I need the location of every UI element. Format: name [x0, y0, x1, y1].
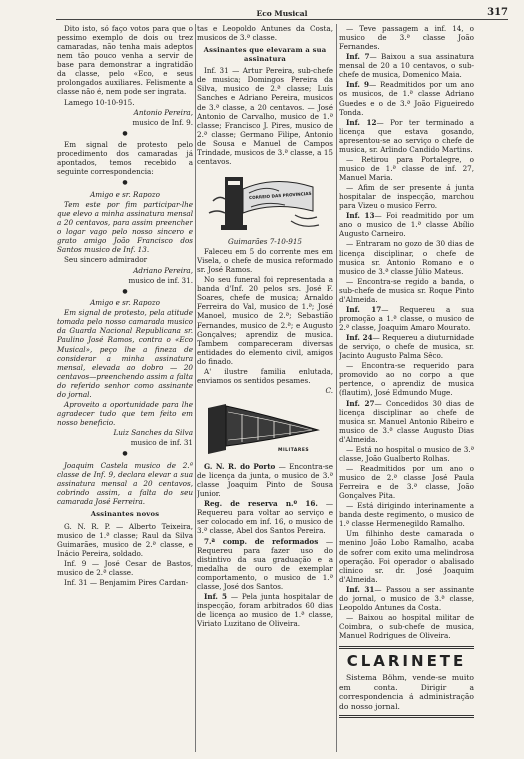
section-title: Assinantes novos — [90, 510, 160, 519]
news-paragraph: Faleceu em 5 do corrente mes em Visela, o chefe de musica reformado sr. José Ramos. — [197, 247, 333, 275]
entry-title: Inf. 24 — [346, 333, 373, 343]
advertisement-title: CLARINETE — [346, 652, 467, 671]
entry-title: Inf. 27 — [346, 398, 375, 408]
news-paragraph: No seu funeral foi representada a banda d'Inf. 20 pelos srs. José F. Soares, chefe de musica; Arnaldo Ferreira do Val, musico de 1.ª; José Manoel, musico de 2.ª; Sebastião Fernandes, musico de 2.ª; e Augusto Gonçalves; aprendiz de musica. Tambem compareceram diversas entidades do elemento civil, amigos do finado. — [197, 275, 333, 366]
illustration-label: CORREIO DAS PROVINCIAS — [248, 190, 312, 201]
entry-title: Inf. 13 — [346, 211, 375, 221]
entry-text: — Concedidos 30 dias de licença disciplinar ao chefe de musica sr. Manuel Antonio Ribeiro e musico de 3.ª classe Augusto Dias d'Almeida. — [339, 398, 474, 444]
subscriber-entry: Inf. 9 — José Cesar de Bastos, musico de 2.ª classe. — [57, 558, 193, 577]
news-paragraph: — Afim de ser presente á junta hospitalar de inspecção, marchou para Vizeu o musico Ferro. — [339, 183, 474, 211]
entry-title: Inf. 9 — [346, 80, 369, 90]
separator-dot: ● — [122, 450, 128, 458]
letter-role: musico de Inf. 9. — [132, 117, 193, 127]
entry-text: — Passou a ser assinante do jornal, o musico de 3.ª classe, Leopoldo Antunes da Costa. — [339, 584, 474, 612]
entry-text: — Por ter terminado a licença que estava gosando, apresentou-se ao serviço o chefe de musica, sr. Arlindo Candido Martins. — [339, 117, 474, 154]
entry-title: Inf. 17 — [346, 304, 382, 314]
letter-salutation: Amigo e sr. Rapozo — [90, 298, 160, 308]
entry-text: — Requereu para voltar ao serviço e ser colocado em inf. 16, o musico de 3.ª classe, Abel dos Santos Pereira. — [197, 499, 333, 536]
column-rule — [336, 24, 337, 752]
subscriber-entry: tas e Leopoldo Antunes da Costa, musicos de 3.ª classe. — [197, 24, 333, 43]
entry-title: G. N. R. do Porto — [204, 462, 276, 471]
entry-text: — Requereu a sua promoção a 1.ª classe, o musico de 2.ª classe, Joaquim Amaro Mourato. — [339, 304, 474, 332]
column-rule — [195, 24, 196, 752]
entry-text: — Pela junta hospitalar de inspecção, foram arbitrados 60 dias de licença ao musico de 1.ª classe, Viriato Luzitano de Oliveira. — [197, 591, 333, 629]
dateline: Guimarães 7-10-915 — [227, 236, 302, 246]
entry-title: Inf. 5 — [204, 591, 227, 601]
mailbox-illustration-icon — [205, 171, 325, 233]
section-title: Assinantes que elevaram a sua assinatura — [203, 46, 327, 63]
entry-title: 7.ª comp. de reformados — [204, 536, 319, 546]
news-paragraph: Um filhinho deste camarada o menino João Lobo Ramalho, acaba de sofrer com exito uma melindrosa operação. Foi operador o abalisado clinico sr. dr. José Joaquim d'Almeida. — [339, 529, 474, 584]
separator-dot: ● — [122, 179, 128, 187]
letter-paragraph: Em signal de protesto, pela atitude tomada pelo nosso camarada musico da Guarda Nacional Republicana sr. Paulino José Ramos, contra o «Eco Musical», peço lhe a fineza de considerar a minha assinatura mensal, elevada ao dobro — 20 centavos—preenchendo assim a falta do referido senhor como assinante do jornal. — [57, 308, 193, 399]
entry-text: — Baixou a sua assinatura mensal de 20 a 10 centavos, o sub-chefe de musica, Domenico Maia. — [339, 52, 474, 80]
illustration-label: MILITARES — [278, 448, 310, 453]
news-paragraph: A' ilustre familia enlutada, enviamos os sentidos pesames. — [197, 366, 333, 385]
column-2 — [197, 24, 333, 629]
letter-paragraph: Dito isto, só faço votos para que o pessimo exemplo de dois ou trez camaradas, não tenha mais adeptos nem tão pouco venha a servir de base para demonstrar a ingratidão da classe, pelo «Eco, e seus prolongados auxiliares. Felismente a classe não é, nem pode ser ingrata. — [57, 24, 193, 97]
news-paragraph: — Readmitidos por um ano o musico de 2.ª classe José Paula Ferreira e de 3.ª classe, João Gonçalves Pita. — [339, 463, 474, 501]
news-paragraph: — Entraram no gozo de 30 dias de licença disciplinar, o chefe de musica sr. Antonio Romano e o musico de 3.ª classe Júlio Mateus. — [339, 239, 474, 276]
clarinete-advertisement — [339, 646, 474, 718]
page-number: 317 — [487, 7, 508, 18]
letter-paragraph: Aproveito a oportunidade para lhe agradecer tudo que tem feito em nosso beneficio. — [57, 399, 193, 428]
letter-paragraph: Tem este por fim participar-lhe que elevo a minha assinatura mensal a 20 centavos, para assim preencher o logar vago pelo nosso sincero e grato amigo João Francisco dos Santos musico de Inf. 13. — [57, 200, 193, 255]
column-1 — [57, 24, 193, 588]
subscriber-entry: Inf. 31 — Artur Pereira, sub-chefe de musica; Domingos Pereira da Silva, musico de 2.ª classe; Luís Sanches e Adriano Pereira, musicos de 3.ª classe, a 20 centavos. — José Antonio de Carvalho, musico de 1.ª classe; Francisco J. Pires, musico de 2.ª classe; Germano Filipe, Antonio de Sousa e Manuel de Campos Trindade, musicos de 3.ª classe, a 15 centavos. — [197, 66, 333, 166]
militares-illustration — [202, 400, 328, 458]
entry-title: Inf. 31 — [346, 584, 375, 594]
column-3 — [339, 24, 474, 718]
news-paragraph: — Encontra-se regido a banda, o sub-chefe de musica sr. Roque Pinto d'Almeida. — [339, 276, 474, 304]
letter-signature: Antonio Pereira, — [133, 107, 193, 117]
advertisement-text: Sistema Böhm, vende-se muito em conta. Dirigir a correspondencia á administração do nosso jornal. — [339, 673, 474, 711]
entry-text: — Requereu para fazer uso do distintivo da sua graduação e a medalha de ouro de exemplar comportamento, o musico de 1.ª classe, José dos Santos. — [197, 536, 333, 591]
news-paragraph: — Está dirigindo interinamente a banda deste regimento, o musico de 1.ª classe Hermenegildo Ramalho. — [339, 501, 474, 529]
entry-text: — Readmitidos por um ano os musicos, de 1.ª classe Adriano Guedes e o de 3.ª João Figueiredo Tonda. — [339, 80, 474, 117]
letter-paragraph: Joaquim Castela musico de 2.ª classe de Inf. 9, declara elevar a sua assinatura mensal a 20 centavos, cobrindo assim, a falta do seu camarada José Ferreira. — [57, 460, 193, 506]
subscriber-entry: Inf. 31 — Benjamim Pires Cardan- — [64, 578, 189, 587]
news-paragraph: — Encontra-se requerido para promovido ao no corpo a que pertence, o aprendiz de musica (flautim), José Edmundo Muge. — [339, 361, 474, 398]
letter-signature: Adriano Pereira, — [133, 265, 193, 275]
separator-dot: ● — [122, 129, 128, 137]
header-title: Eco Musical — [256, 9, 308, 18]
news-paragraph: — Retirou para Portalegre, o musico de 1.ª classe de inf. 27, Manuel Maria. — [339, 154, 474, 182]
page-header — [56, 6, 508, 20]
letter-role: musico de inf. 31. — [128, 275, 193, 285]
letter-salutation: Amigo e sr. Rapozo — [90, 190, 160, 200]
letter-signature: Luiz Sanches da Silva — [113, 428, 193, 438]
letter-paragraph: Em signal de protesto pelo procedimento dos camaradas já apontados, temos recebido a seguinte correspondencia: — [57, 140, 193, 177]
news-paragraph: — Baixou ao hospital militar de Coimbra, o sub-chefe de musica, Manuel Rodrigues de Oliveira. — [339, 612, 474, 641]
entry-text: — Foi readmitido por um ano o musico de 1.ª classe Abílio Augusto Carneiro. — [339, 211, 474, 239]
news-paragraph: — Teve passagem a inf. 14, o musico de 3.ª classe João Fernandes. — [339, 24, 474, 52]
entry-title: Inf. 12 — [346, 117, 377, 127]
correio-das-provincias-illustration — [205, 171, 325, 233]
news-signature: C. — [325, 385, 333, 395]
subscriber-entry: G. N. R. P. — Alberto Teixeira, musico de 1.ª classe; Raul da Silva Guimarães, musico de 2.ª classe, e Inácio Pereira, soldado. — [57, 521, 193, 558]
entry-title: Reg. de reserva n.º 16. — [204, 499, 318, 509]
letter-place-date: Lamego 10-10-915. — [64, 97, 135, 107]
entry-title: Inf. 7 — [346, 52, 370, 62]
entry-text: — Encontra-se de licença da junta, o musico de 3.ª classe Joaquim Pinto de Sousa Junior. — [197, 462, 333, 499]
letter-closing: Seu sincero admirador — [64, 255, 148, 265]
entry-text: — Requereu a diuturnidade de serviço, o chefe de musica, sr. Jacinto Augusto Palma Sêco. — [339, 333, 474, 361]
letter-role: musico de inf. 31 — [130, 438, 193, 448]
news-paragraph: — Está no hospital o musico de 3.ª classe, João Gualberto Rolhas. — [339, 444, 474, 463]
separator-dot: ● — [122, 287, 128, 295]
